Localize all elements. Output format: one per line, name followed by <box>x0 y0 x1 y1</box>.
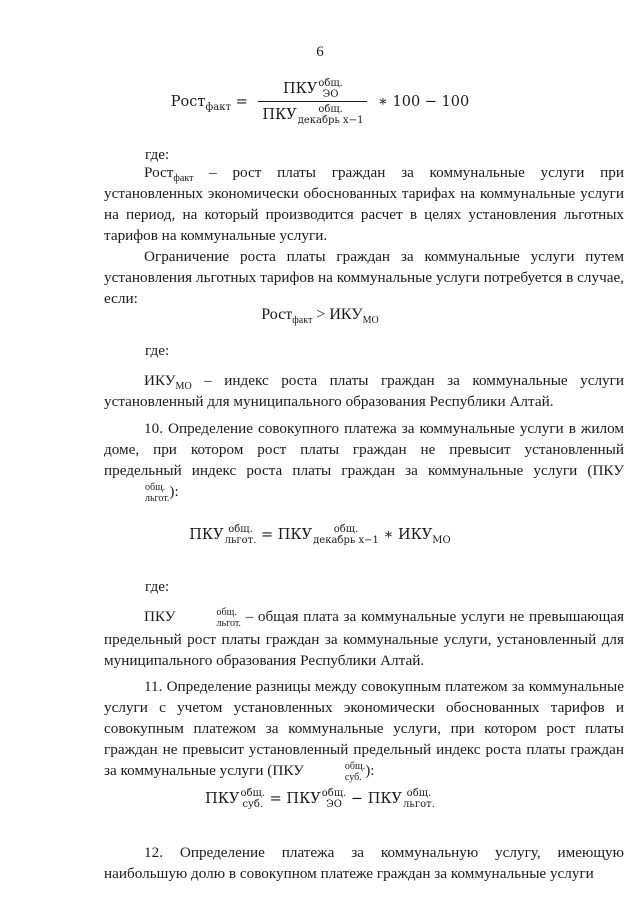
paragraph-limitation: Ограничение роста платы граждан за коммунальные услуги путем установления льготных тарифов на коммунальные услуги потребуется в случае, если: <box>104 248 624 307</box>
where-label: где: <box>145 578 170 595</box>
formula-subsidy-difference: ПКУ общ. суб. = ПКУ общ. ЭО − ПКУ общ. льгот. <box>205 788 435 810</box>
formula-growth-fact: Рост$_{факт}$ = ПКУ общ. ЭО ПКУ общ. декабрь x−1 ∗ 100 − 100 <box>170 78 470 126</box>
formula-condition: Рост$_{факт}$ > $ИКУ_{МО}$ <box>261 306 379 327</box>
paragraph-section-12: 12. Определение платежа за коммунальную услугу, имеющую наибольшую долю в совокупном платеже граждан за коммунальные услуги <box>104 844 624 882</box>
where-label: где: <box>145 146 170 163</box>
formula-fraction <box>258 78 367 126</box>
paragraph-growth-definition: Рост$_{факт}$ – рост платы граждан за коммунальные услуги при установленных экономически обоснованных тарифах на коммунальные услуги на период, на который производится расчет в целях установления льготных тарифов на коммунальные услуги. <box>104 164 624 244</box>
formula-tail: ∗ 100 − 100 <box>378 94 470 110</box>
paragraph-section-11: 11. Определение разницы между совокупным платежом за коммунальные услуги с учетом установленных экономически обоснованных тарифов и совокупным платежом за коммунальные услуги, при котором рост платы граждан не превысит установленный предельный индекс роста платы граждан за коммунальные услуги (ПКУ общ. суб. ): <box>104 678 624 783</box>
paragraph-total-payment-definition: ПКУ общ. льгот. – общая плата за коммунальные услуги не превышающая предельный рост платы граждан за коммунальные услуги, установленный для муниципального образования Республики Алтай. <box>104 606 624 669</box>
formula-lhs: Рост$_{факт}$ <box>170 94 231 113</box>
fraction-numerator: ПКУ общ. ЭО <box>258 78 367 102</box>
paragraph-section-10: 10. Определение совокупного платежа за коммунальные услуги в жилом доме, при котором рост платы граждан не превысит установленный предельный индекс роста платы граждан за коммунальные услуги (ПКУ общ. льгот. ): <box>104 420 624 504</box>
page-number: 6 <box>316 44 324 60</box>
paragraph-index-definition: $ИКУ_{МО}$ – индекс роста платы граждан за коммунальные услуги установленный для муниципального образования Республики Алтай. <box>104 372 624 410</box>
fraction-denominator: ПКУ общ. декабрь x−1 <box>262 104 364 126</box>
where-label: где: <box>145 342 170 359</box>
formula-preferential-payment: ПКУ общ. льгот. = ПКУ общ. декабрь x−1 ∗ $ИКУ_{МО}$ <box>189 524 451 546</box>
